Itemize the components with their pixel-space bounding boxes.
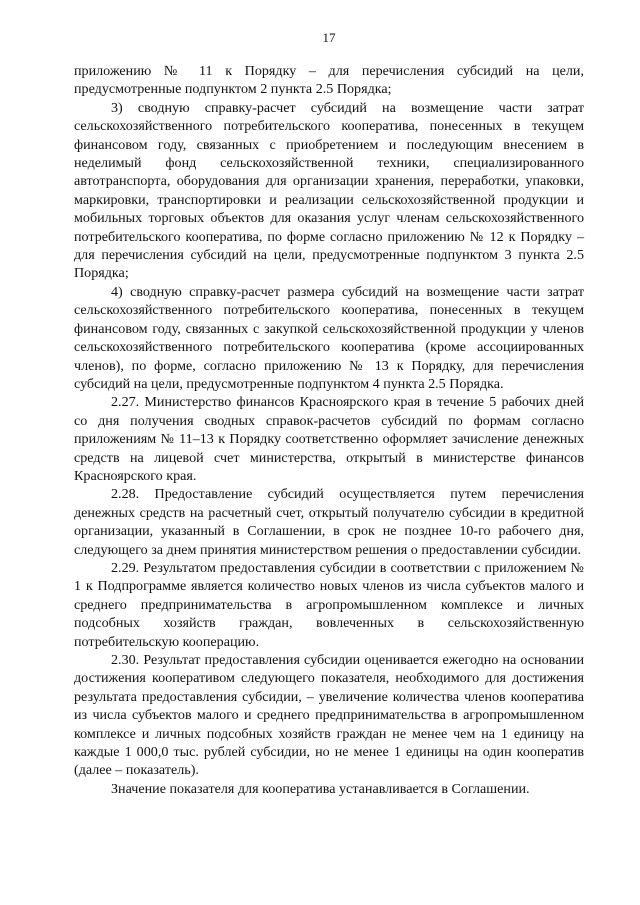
paragraph-2-30: 2.30. Результат предоставления субсидии оценивается ежегодно на основании достижения кооперативом следующего показателя, необходимого для достижения результата предоставления субсидии, – увеличение количества членов кооператива из числа субъектов малого и среднего предпринимательства в агропромышленном комплексе и личных подсобных хозяйств граждан не менее чем на 1 единицу на каждые 1 000,0 тыс. рублей субсидии, но не менее 1 единицы на один кооператив (далее – показатель). [74,652,584,779]
paragraph-2-27: 2.27. Министерство финансов Красноярского края в течение 5 рабочих дней со дня получения сводных справок-расчетов субсидий по формам согласно приложениям № 11–13 к Порядку соответственно оформляет зачисление денежных средств на лицевой счет министерства, открытый в министерстве финансов Красноярского края. [74,394,584,484]
paragraph-2-28: 2.28. Предоставление субсидий осуществляется путем перечисления денежных средств на расчетный счет, открытый получателю субсидии в кредитной организации, указанный в Соглашении, в срок не позднее 10-го рабочего дня, следующего за днем принятия министерством решения о предоставлении субсидии. [74,486,584,558]
page-number: 17 [322,30,336,45]
paragraph-item-4: 4) сводную справку-расчет размера субсидий на возмещение части затрат сельскохозяйственного потребительского кооператива, понесенных в текущем финансовом году, связанных с закупкой сельскохозяйственной продукции у членов сельскохозяйственного потребительского кооператива (кроме ассоциированных членов), по форме, согласно приложению № 13 к Порядку, для перечисления субсидий на цели, предусмотренные подпунктом 4 пункта 2.5 Порядка. [74,283,584,392]
paragraph-indicator-value: Значение показателя для кооператива устанавливается в Соглашении. [111,780,530,797]
paragraph-2-29: 2.29. Результатом предоставления субсидии в соответствии с приложением № 1 к Подпрограмме является количество новых членов из числа субъектов малого и среднего предпринимательства в агропромышленном комплексе и личных подсобных хозяйств граждан, вовлеченных в сельскохозяйственную потребительскую кооперацию. [74,559,584,650]
document-body [74,62,584,798]
paragraph-continuation: приложению № 11 к Порядку – для перечисления субсидий на цели, предусмотренные подпунктом 2 пункта 2.5 Порядка; [74,63,584,98]
paragraph-item-3: 3) сводную справку-расчет субсидий на возмещение части затрат сельскохозяйственного потребительского кооператива, понесенных в текущем финансовом году, связанных с приобретением и последующим внесением в неделимый фонд сельскохозяйственной техники, специализированного автотранспорта, оборудования для организации хранения, переработки, упаковки, маркировки, транспортировки и реализации сельскохозяйственной продукции и мобильных торговых объектов для оказания услуг членам сельскохозяйственного потребительского кооператива, по форме согласно приложению № 12 к Порядку – для перечисления субсидий на цели, предусмотренные подпунктом 3 пункта 2.5 Порядка; [74,99,584,282]
